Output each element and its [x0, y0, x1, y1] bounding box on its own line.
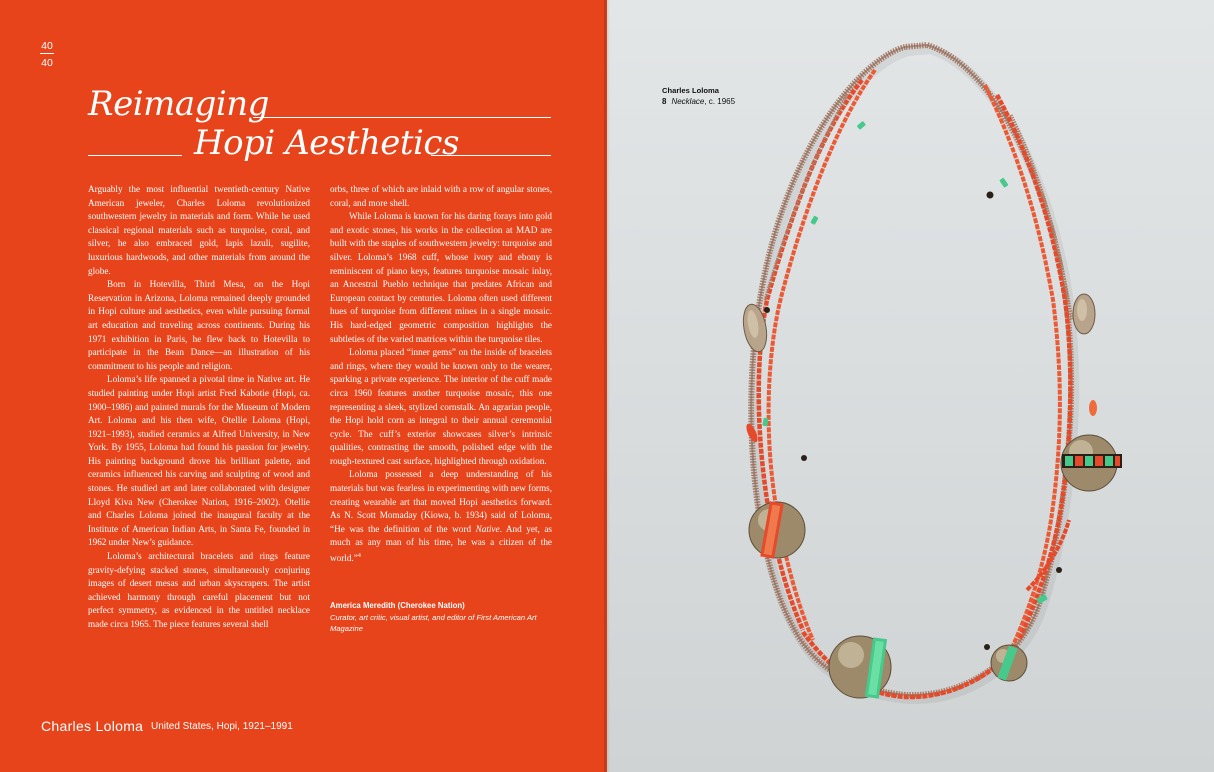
shell-orb-inlaid: [749, 501, 805, 559]
page-number: 40: [41, 40, 53, 52]
body-paragraph: orbs, three of which are inlaid with a row of angular stones, coral, and more shell.: [330, 184, 552, 208]
body-text: . And yet, as much as any man of his time, he was a citizen of the world.”: [330, 523, 552, 564]
title-rule: [88, 155, 182, 156]
title-rule: [253, 117, 551, 118]
body-paragraph: Loloma’s life spanned a pivotal time in Native art. He studied painting under Hopi artist Fred Kabotie (Hopi, ca. 1900–1986) and painted murals for the Museum of Modern Art. Loloma and his then wife, Otellie Loloma (Hopi, 1921–1993), studied ceramics at Alfred University, in New York. By 1955, Loloma had found his passion for jewelry. His painting background drove his brilliant palette, and ceramics influenced his carving and sculpting of wood and stones. He studied art and later collaborated with designer Lloyd Kiva New (Cherokee Nation, 1916–2002). Otellie and Charles Loloma joined the inaugural faculty at the Institute of American Indian Arts, in Santa Fe, founded in 1962 under New’s guidance.: [88, 374, 310, 548]
body-paragraph: Born in Hotevilla, Third Mesa, on the Hopi Reservation in Arizona, Loloma remained deeply grounded in Hopi culture and aesthetics, even while pursuing formal art education and traveling across continents. During his 1971 exhibition in Paris, he flew back to Hotevilla to participate in the Bean Dance—an illustration of his commitment to his people and religion.: [88, 279, 310, 371]
author-role-text: Curator, art critic, visual artist, and editor of: [330, 613, 477, 622]
caption-title: Necklace: [671, 97, 705, 106]
shell-orb-inlaid: [1061, 435, 1122, 491]
caption-artist: Charles Loloma: [662, 86, 719, 95]
caption-date: , c. 1965: [704, 97, 736, 106]
italic-word: Native: [475, 523, 500, 534]
body-paragraph: [330, 468, 552, 565]
right-page: [607, 0, 1214, 772]
body-paragraph: Loloma placed “inner gems” on the inside of bracelets and rings, where they would be known only to the wearer, sparking a private experience. The interior of the cuff made circa 1960 features another turquoise mosaic, this one representing a sleek, stylized cornstalk. An agrarian people, the Hopi hold corn as integral to their annual ceremonial cycle. The cuff’s exterior showcases silver’s intrinsic qualities, contrasting the smooth, polished edge with the rough-textured cast surface, highlighted through oxidation.: [330, 347, 552, 466]
page-number: 40: [41, 57, 53, 69]
author-name: America Meredith (Cherokee Nation): [330, 601, 465, 610]
page-number-divider: [40, 53, 54, 54]
title-line-1: Reimaging: [88, 84, 269, 124]
shell-orb-inlaid: [829, 636, 891, 699]
title-rule: [431, 155, 551, 156]
body-paragraph: Loloma’s architectural bracelets and rings feature gravity-defying stacked stones, simultaneously conjuring images of desert mesas and urban skyscrapers. The artist achieved harmony through careful placement but not perfect symmetry, as evidenced in the untitled necklace made circa 1965. The piece features several shell: [88, 551, 310, 629]
artist-name: Charles Loloma: [41, 718, 144, 734]
title-line-2: Hopi Aesthetics: [194, 123, 459, 163]
footnote-ref: 4: [357, 553, 361, 560]
body-paragraph: While Loloma is known for his daring forays into gold and exotic stones, his works in the collection at MAD are built with the staples of southwestern jewelry: turquoise and silver. Loloma’s 1968 cuff, whose ivory and ebony is reminiscent of piano keys, features turquoise mosaic inlay, an Ancestral Pueblo technique that predates African and European contact by centuries. Loloma often used different hues of turquoise from different mines in a single mosaic. His hard-edged geometric composition highlights the subtleties of the varied matrices within the turquoise tiles.: [330, 211, 552, 344]
artist-meta: United States, Hopi, 1921–1991: [151, 721, 293, 732]
body-text: Loloma possessed a deep understanding of his materials but was fearless in experimenting with new forms, creating wearable art that moved Hopi aesthetics forward. As N. Scott Momaday (Kiowa, b. 1934) said of Loloma, “He was the definition of the word: [330, 469, 552, 534]
body-column-1: [88, 183, 310, 632]
body-paragraph: Arguably the most influential twentieth-century Native American jeweler, Charles Loloma revolutionized southwestern jewelry in materials and form. While he used classical regional materials such as turquoise, coral, and silver, he also embraced gold, lapis lazuli, sugilite, luxurious hardwoods, and other materials from around the globe.: [88, 184, 310, 276]
dark-beads: [764, 192, 1062, 651]
magazine-title: First American Art Magazine: [330, 613, 537, 633]
plate-number: 8: [662, 97, 667, 106]
necklace-photo: [607, 0, 1214, 772]
shell-orb: [991, 645, 1027, 681]
author-role: [330, 612, 545, 634]
book-spine: [604, 0, 610, 772]
body-column-2: [330, 183, 552, 566]
